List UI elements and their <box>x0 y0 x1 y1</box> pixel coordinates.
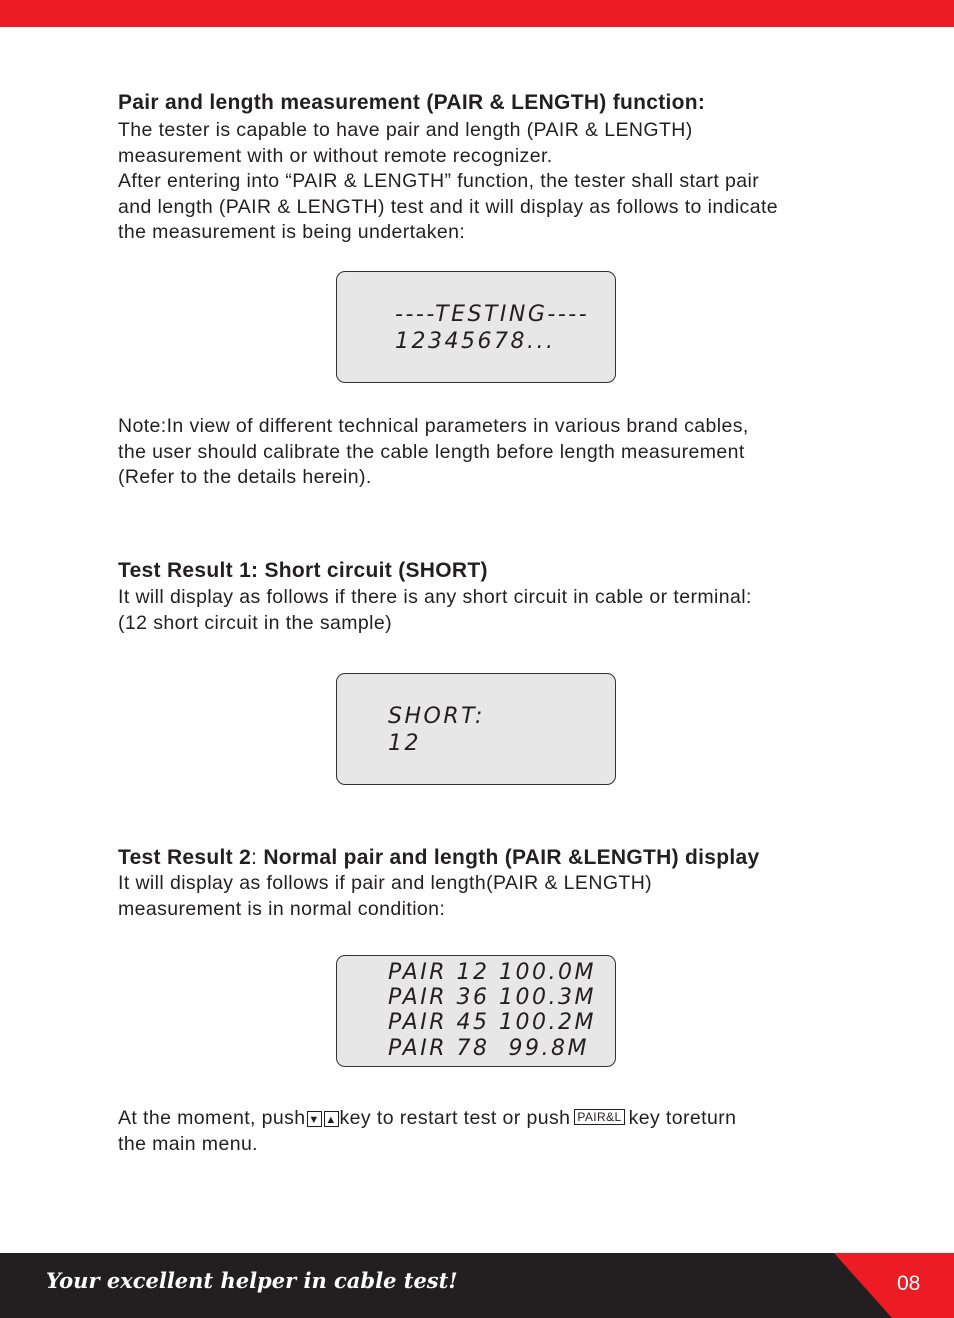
lcd-line: SHORT: <box>388 704 485 729</box>
text-line: Note:In view of different technical parameters in various brand cables, <box>118 415 749 437</box>
lcd-line: 12 <box>388 731 421 756</box>
heading-rest: Normal pair and length (PAIR &LENGTH) display <box>257 846 760 869</box>
text-line: The tester is capable to have pair and length (PAIR & LENGTH) <box>118 119 693 141</box>
text-line: It will display as follows if pair and length(PAIR & LENGTH) <box>118 872 653 894</box>
text-line: After entering into “PAIR & LENGTH” function, the tester shall start pair <box>118 170 760 192</box>
text-line: It will display as follows if there is any short circuit in cable or terminal: <box>118 586 752 608</box>
lcd-line: ----TESTING---- <box>395 302 590 327</box>
lcd-line: PAIR 45 100.2M <box>388 1010 596 1035</box>
instruction-text: At the moment, push <box>118 1107 306 1129</box>
lcd-line: PAIR 78 99.8M <box>388 1036 589 1061</box>
text-line: and length (PAIR & LENGTH) test and it will display as follows to indicate <box>118 195 779 218</box>
instruction-text: key toreturn <box>628 1107 737 1129</box>
text-line: measurement is in normal condition: <box>118 897 446 920</box>
lcd-display-testing <box>336 271 616 383</box>
down-arrow-key-icon: ▼ <box>307 1111 322 1127</box>
text-line: (Refer to the details herein). <box>118 466 372 488</box>
lcd-line: 12345678... <box>395 329 556 354</box>
instruction-text: key to restart test or push <box>339 1107 571 1129</box>
text-line: (12 short circuit in the sample) <box>118 611 392 634</box>
pair-length-key-icon: PAIR&L <box>574 1109 624 1125</box>
text-line: the user should calibrate the cable length before length measurement <box>118 440 745 463</box>
normal-display-description <box>118 871 652 922</box>
heading-prefix: Test Result 2 <box>118 846 252 869</box>
section-heading-pair-length: Pair and length measurement (PAIR & LENGTH) function: <box>118 91 706 114</box>
short-circuit-description <box>118 585 752 636</box>
heading-colon: : <box>251 846 258 869</box>
pair-length-description <box>118 118 778 246</box>
up-arrow-key-icon: ▲ <box>324 1111 339 1127</box>
text-line <box>118 1106 736 1132</box>
lcd-line: PAIR 12 100.0M <box>388 960 596 985</box>
section-heading-short-circuit: Test Result 1: Short circuit (SHORT) <box>118 559 488 582</box>
lcd-line: PAIR 36 100.3M <box>388 985 596 1010</box>
calibration-note <box>118 414 749 491</box>
text-line: the measurement is being undertaken: <box>118 221 466 243</box>
lcd-display-pairs <box>336 955 616 1067</box>
page-number: 08 <box>897 1272 921 1295</box>
lcd-display-short <box>336 673 616 785</box>
text-line: the main menu. <box>118 1132 259 1155</box>
closing-instruction <box>118 1106 736 1157</box>
top-red-bar <box>0 0 954 27</box>
text-line: measurement with or without remote recognizer. <box>118 144 553 167</box>
footer-tagline: Your excellent helper in cable test! <box>46 1268 458 1293</box>
section-heading-normal-display <box>118 845 760 871</box>
